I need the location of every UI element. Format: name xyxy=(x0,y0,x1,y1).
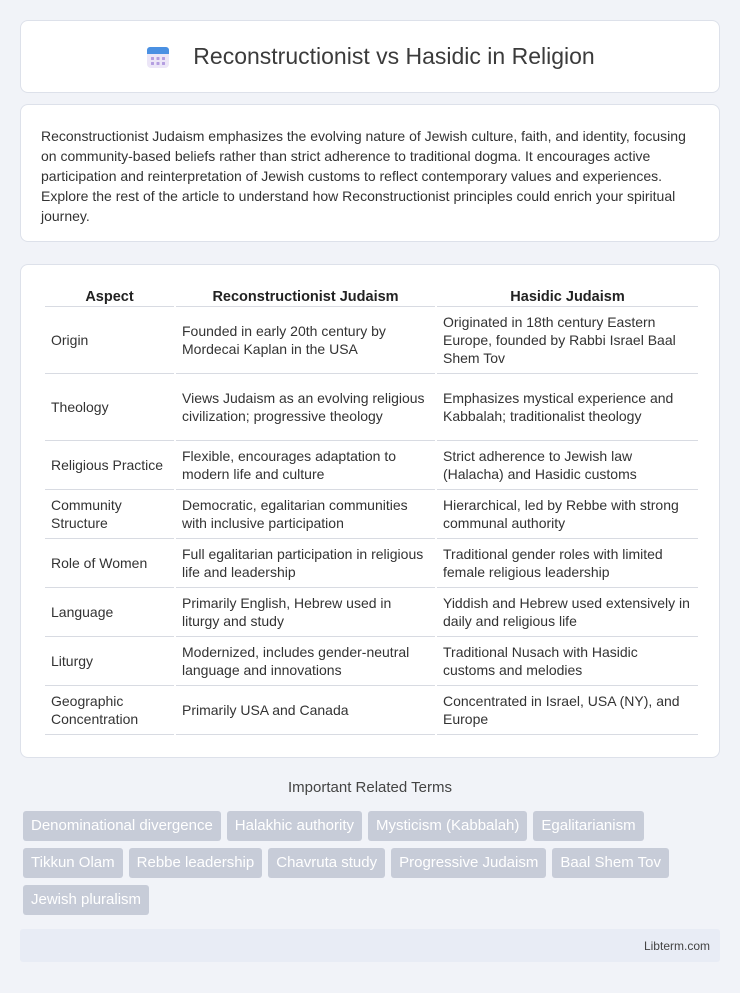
table-row xyxy=(45,588,698,637)
related-term-tag[interactable]: Denominational divergence xyxy=(23,811,221,841)
hasidic-cell: Emphasizes mystical experience and Kabbalah; traditionalist theology xyxy=(437,374,698,441)
hasidic-cell: Concentrated in Israel, USA (NY), and Europe xyxy=(437,686,698,735)
header xyxy=(145,43,594,70)
footer xyxy=(20,929,720,962)
table-row xyxy=(45,307,698,374)
intro-paragraph: Reconstructionist Judaism emphasizes the evolving nature of Jewish culture, faith, and identity, focusing on community-based beliefs rather than strict adherence to traditional dogma. It encourages active participation and reinterpretation of Jewish customs to reflect contemporary values and experiences. Explore the rest of the article to understand how Reconstructionist principles could enrich your spiritual journey. xyxy=(41,128,686,224)
aspect-cell: Religious Practice xyxy=(45,441,174,490)
column-header-reconstructionist: Reconstructionist Judaism xyxy=(176,285,435,307)
table-row xyxy=(45,441,698,490)
comparison-card xyxy=(20,264,720,758)
reconstructionist-cell: Flexible, encourages adaptation to modern life and culture xyxy=(176,441,435,490)
page-title: Reconstructionist vs Hasidic in Religion xyxy=(193,43,595,69)
related-term-tag[interactable]: Jewish pluralism xyxy=(23,885,149,915)
comparison-table xyxy=(43,285,700,735)
column-header-hasidic: Hasidic Judaism xyxy=(437,285,698,307)
hasidic-cell: Yiddish and Hebrew used extensively in daily and religious life xyxy=(437,588,698,637)
hasidic-cell: Traditional gender roles with limited female religious leadership xyxy=(437,539,698,588)
hasidic-cell: Originated in 18th century Eastern Europe, founded by Rabbi Israel Baal Shem Tov xyxy=(437,307,698,374)
hasidic-cell: Hierarchical, led by Rebbe with strong communal authority xyxy=(437,490,698,539)
related-term-tag[interactable]: Halakhic authority xyxy=(227,811,362,841)
aspect-cell: Role of Women xyxy=(45,539,174,588)
aspect-cell: Liturgy xyxy=(45,637,174,686)
intro-card xyxy=(20,104,720,242)
column-header-aspect: Aspect xyxy=(45,285,174,307)
aspect-cell: Language xyxy=(45,588,174,637)
reconstructionist-cell: Founded in early 20th century by Mordecai Kaplan in the USA xyxy=(176,307,435,374)
related-term-tag[interactable]: Progressive Judaism xyxy=(391,848,546,878)
footer-site-link[interactable]: Libterm.com xyxy=(643,938,710,953)
aspect-cell: Community Structure xyxy=(45,490,174,539)
table-row xyxy=(45,539,698,588)
reconstructionist-cell: Modernized, includes gender-neutral language and innovations xyxy=(176,637,435,686)
related-term-tag[interactable]: Egalitarianism xyxy=(533,811,643,841)
related-term-tag[interactable]: Mysticism (Kabbalah) xyxy=(368,811,527,841)
table-row xyxy=(45,637,698,686)
related-term-tag[interactable]: Baal Shem Tov xyxy=(552,848,669,878)
reconstructionist-cell: Full egalitarian participation in religious life and leadership xyxy=(176,539,435,588)
table-row xyxy=(45,686,698,735)
reconstructionist-cell: Primarily English, Hebrew used in liturgy and study xyxy=(176,588,435,637)
calendar-icon xyxy=(145,44,171,70)
table-row xyxy=(45,374,698,441)
aspect-cell: Origin xyxy=(45,307,174,374)
table-row xyxy=(45,490,698,539)
hasidic-cell: Traditional Nusach with Hasidic customs and melodies xyxy=(437,637,698,686)
related-term-tag[interactable]: Chavruta study xyxy=(268,848,385,878)
related-terms-title: Important Related Terms xyxy=(288,779,452,796)
reconstructionist-cell: Primarily USA and Canada xyxy=(176,686,435,735)
header-card xyxy=(20,20,720,93)
reconstructionist-cell: Democratic, egalitarian communities with inclusive participation xyxy=(176,490,435,539)
reconstructionist-cell: Views Judaism as an evolving religious civilization; progressive theology xyxy=(176,374,435,441)
aspect-cell: Geographic Concentration xyxy=(45,686,174,735)
aspect-cell: Theology xyxy=(45,374,174,441)
related-term-tag[interactable]: Tikkun Olam xyxy=(23,848,123,878)
table-header-row xyxy=(45,285,698,307)
related-terms-list xyxy=(23,811,713,915)
hasidic-cell: Strict adherence to Jewish law (Halacha) and Hasidic customs xyxy=(437,441,698,490)
related-term-tag[interactable]: Rebbe leadership xyxy=(129,848,263,878)
